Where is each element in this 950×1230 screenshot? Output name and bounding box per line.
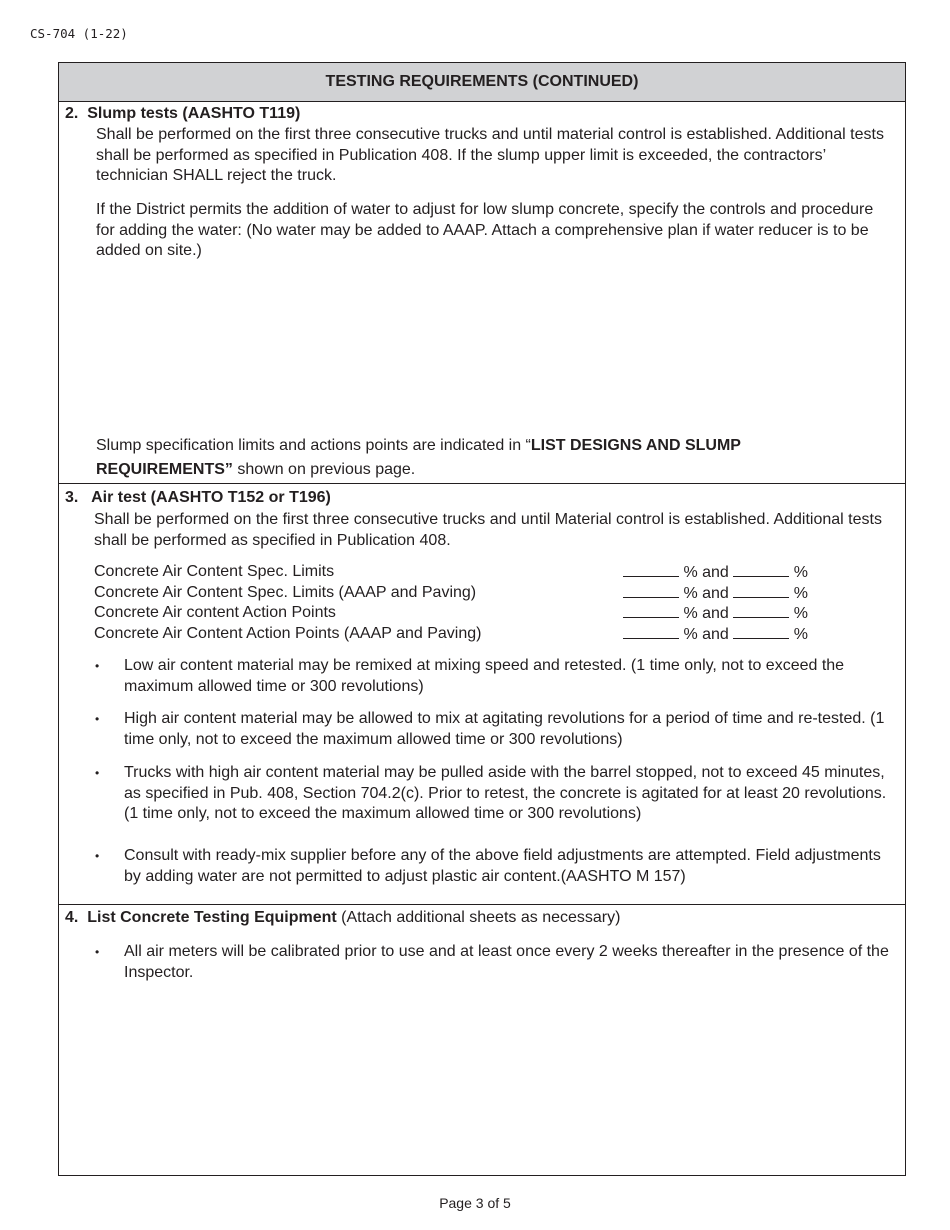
section-2-para-3-pre: Slump specification limits and actions points are indicated in “ — [96, 437, 531, 454]
section-2-para-1: Shall be performed on the first three consecutive trucks and until material control is established. Additional tests shall be performed as specified in Publication 408. If the slump upper limit is exceeded, the contractors’ technician SHALL reject the truck. — [96, 126, 884, 184]
bullet-dot: • — [95, 712, 100, 726]
bullet-dot: • — [95, 766, 100, 780]
air-spec-row-4-low-field[interactable] — [623, 624, 679, 639]
air-bullet-3-text: Trucks with high air content material may be pulled aside with the barrel stopped, not to exceed 45 minutes, as specified in Pub. 408, Section 704.2(c). Prior to retest, the concrete is agitated for at least 20 revolutions. (1 time only, not to exceed the maximum allowed time or 300 revolutions) — [124, 764, 887, 822]
section-3-heading: Air test (AASHTO T152 or T196) — [91, 489, 331, 506]
section-header-title: TESTING REQUIREMENTS (CONTINUED) — [325, 73, 639, 90]
form-frame — [58, 62, 906, 1176]
section-2-para-3-post: shown on previous page. — [232, 461, 416, 478]
section-2-para-3-bold: LIST DESIGNS AND SLUMP REQUIREMENTS” — [96, 437, 741, 478]
section-3-number: 3. — [65, 489, 79, 506]
divider-section-3 — [59, 483, 905, 484]
bullet-dot: • — [95, 945, 100, 959]
air-bullet-2-text: High air content material may be allowed to mix at agitating revolutions for a period of time and re-tested. (1 time only, not to exceed the maximum allowed time or 300 revolutions) — [124, 710, 885, 748]
page-number: Page 3 of 5 — [439, 1195, 511, 1211]
air-spec-row-2-label: Concrete Air Content Spec. Limits (AAAP and Paving) — [94, 584, 477, 601]
air-spec-row-1-high-field[interactable] — [733, 562, 789, 577]
air-spec-row-1-fields — [623, 562, 808, 584]
air-bullet-1-text: Low air content material may be remixed at mixing speed and retested. (1 time only, not to exceed the maximum allowed time or 300 revolutions) — [124, 657, 845, 695]
air-spec-row-2-fields — [623, 583, 808, 605]
air-spec-row-2-low-field[interactable] — [623, 583, 679, 598]
section-3-para-1: Shall be performed on the first three consecutive trucks and until Material control is established. Additional tests shall be performed as specified in Publication 408. — [94, 511, 882, 549]
section-2-number: 2. — [65, 105, 79, 122]
air-spec-row-3-mid: % and — [683, 605, 729, 622]
section-4-title — [65, 909, 620, 927]
air-spec-row-4-label: Concrete Air Content Action Points (AAAP and Paving) — [94, 625, 482, 642]
air-spec-row-2-mid: % and — [683, 585, 729, 602]
air-spec-row-3-low-field[interactable] — [623, 603, 679, 618]
air-spec-row-4-mid: % and — [683, 626, 729, 643]
section-4-note: (Attach additional sheets as necessary) — [336, 909, 621, 926]
divider-section-4 — [59, 904, 905, 905]
air-bullet-4-text: Consult with ready-mix supplier before any of the above field adjustments are attempted. Field adjustments by adding water are not permitted to adjust plastic air content.(AASHTO M 157) — [124, 847, 881, 885]
section-4-heading: List Concrete Testing Equipment — [87, 909, 337, 926]
section-2-para-3 — [96, 434, 816, 482]
air-spec-row-3-high-field[interactable] — [733, 603, 789, 618]
section-4-number: 4. — [65, 909, 79, 926]
air-spec-row-4-end: % — [793, 626, 808, 643]
section-2-heading: Slump tests (AASHTO T119) — [87, 105, 301, 122]
air-spec-row-1-low-field[interactable] — [623, 562, 679, 577]
air-spec-row-1-end: % — [793, 564, 808, 581]
bullet-dot: • — [95, 849, 100, 863]
form-code: CS-704 (1-22) — [30, 26, 128, 41]
air-spec-row-1-label: Concrete Air Content Spec. Limits — [94, 563, 335, 580]
air-spec-row-2-end: % — [793, 585, 808, 602]
section-header — [59, 63, 905, 102]
section-3-title — [65, 489, 331, 507]
air-spec-row-1-mid: % and — [683, 564, 729, 581]
air-spec-row-3-end: % — [793, 605, 808, 622]
section-2-para-2: If the District permits the addition of water to adjust for low slump concrete, specify the controls and procedure for adding the water: (No water may be added to AAAP. Attach a comprehensive plan if water reducer is to be added on site.) — [96, 201, 874, 259]
air-spec-row-4-fields — [623, 624, 808, 646]
air-spec-row-3-label: Concrete Air content Action Points — [94, 604, 336, 621]
bullet-dot: • — [95, 659, 100, 673]
equipment-bullet-1-text: All air meters will be calibrated prior to use and at least once every 2 weeks thereafter in the presence of the Inspector. — [124, 943, 889, 981]
section-2-title — [65, 105, 300, 123]
air-spec-row-4-high-field[interactable] — [733, 624, 789, 639]
air-spec-row-2-high-field[interactable] — [733, 583, 789, 598]
air-spec-row-3-fields — [623, 603, 808, 625]
